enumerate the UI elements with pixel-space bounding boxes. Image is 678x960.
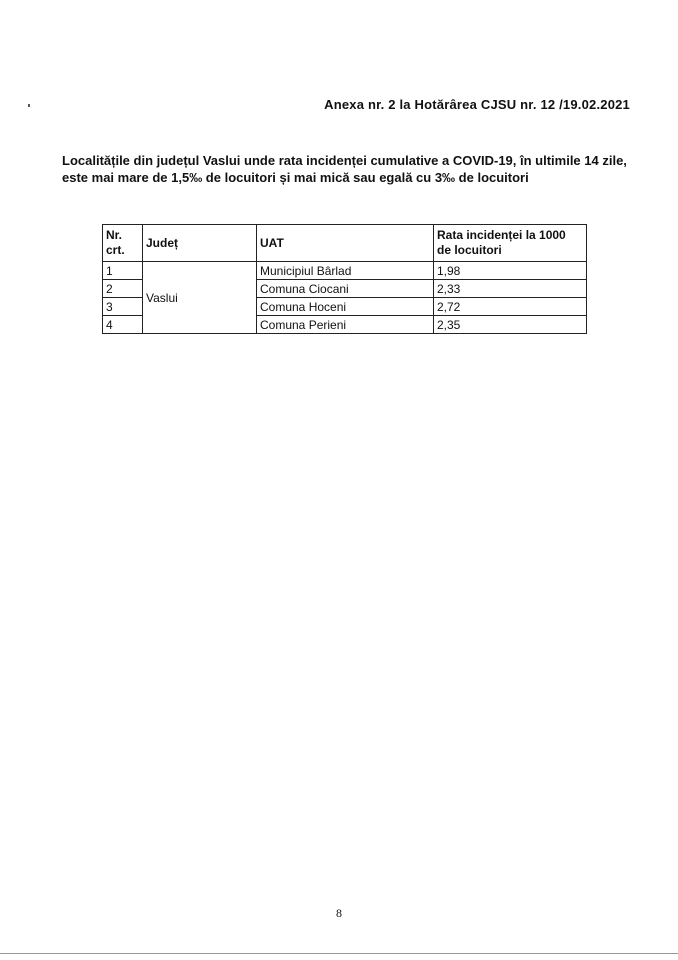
row-rata: 2,35: [434, 316, 587, 334]
judet-cell: Vaslui: [143, 262, 257, 334]
row-nr: 2: [103, 280, 143, 298]
row-nr: 4: [103, 316, 143, 334]
header-uat: UAT: [257, 225, 434, 262]
scan-edge-line: [0, 953, 678, 954]
scan-speck: [28, 104, 30, 107]
table-row: [103, 262, 587, 280]
localities-table: [102, 224, 587, 334]
header-nr-crt: Nr. crt.: [103, 225, 143, 262]
row-uat: Municipiul Bârlad: [257, 262, 434, 280]
row-rata: 2,33: [434, 280, 587, 298]
document-heading: Localitățile din județul Vaslui unde rata incidenței cumulative a COVID-19, în ultimile 14 zile, este mai mare de 1,5‰ de locuitori și mai mică sau egală cu 3‰ de locuitori: [62, 153, 627, 185]
header-rata: Rata incidenței la 1000 de locuitori: [434, 225, 587, 262]
row-rata: 1,98: [434, 262, 587, 280]
table-header-row: [103, 225, 587, 262]
row-uat: Comuna Hoceni: [257, 298, 434, 316]
header-judet: Județ: [143, 225, 257, 262]
row-rata: 2,72: [434, 298, 587, 316]
row-nr: 1: [103, 262, 143, 280]
page-number: 8: [336, 906, 342, 920]
row-uat: Comuna Perieni: [257, 316, 434, 334]
row-uat: Comuna Ciocani: [257, 280, 434, 298]
annex-title: Anexa nr. 2 la Hotărârea CJSU nr. 12 /19.02.2021: [324, 97, 630, 112]
row-nr: 3: [103, 298, 143, 316]
